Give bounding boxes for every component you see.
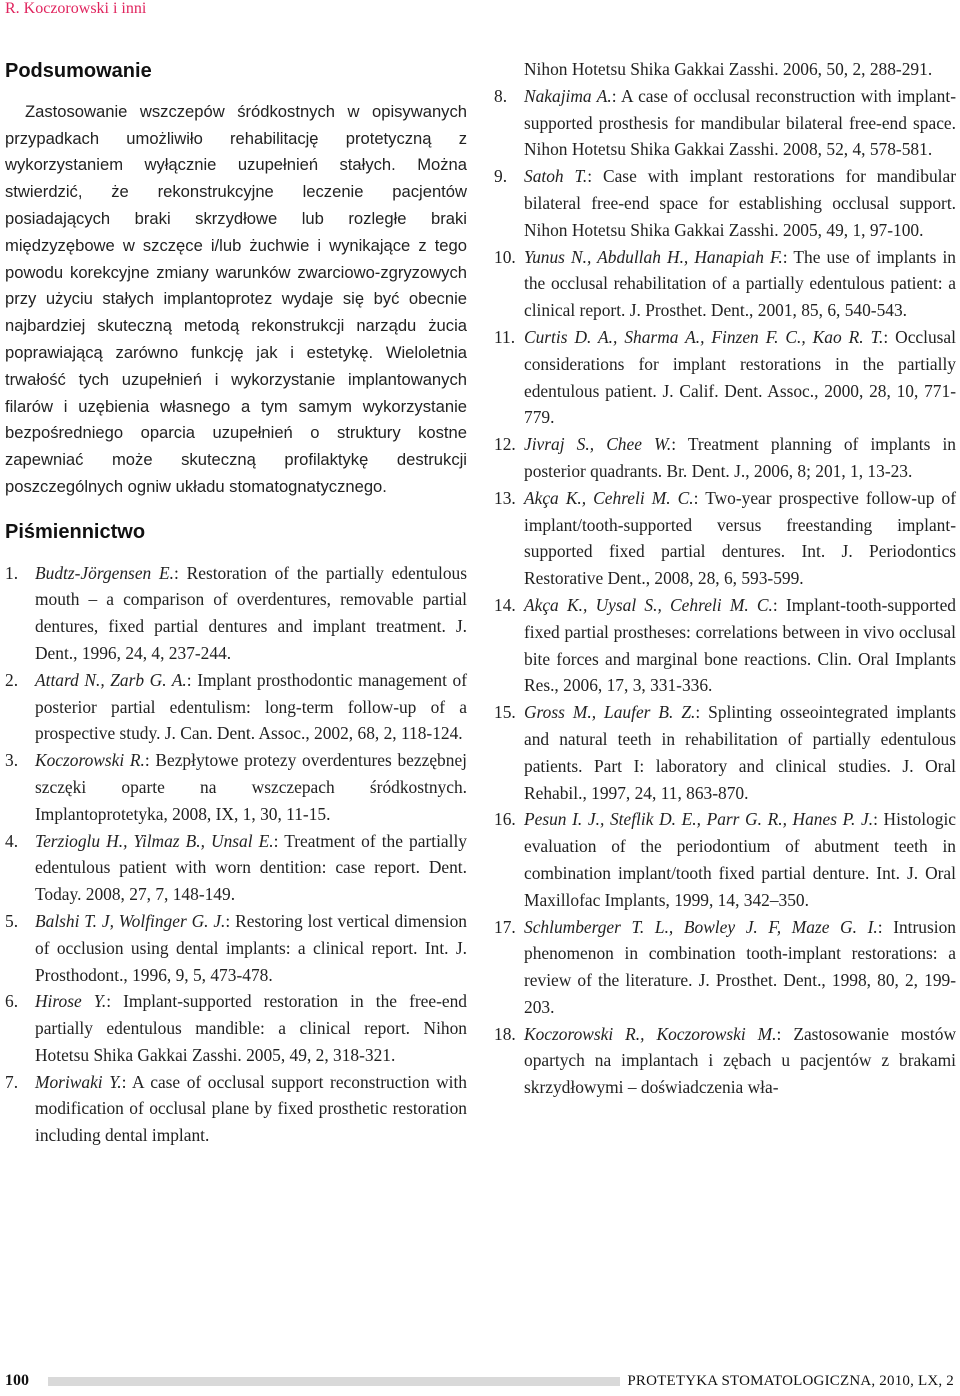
reference-item — [494, 83, 956, 163]
reference-authors: Pesun I. J., Steflik D. E., Parr G. R., Hanes P. J. — [524, 809, 874, 830]
reference-number: 14. — [494, 594, 516, 615]
references-list-left — [5, 560, 467, 1150]
summary-paragraph: Zastosowanie wszczepów śródkostnych w opisywanych przypadkach umożliwiło rehabilitację protetyczną z wykorzystaniem wyłącznie uzupełnień stałych. Można stwierdzić, że rekonstrukcyjne leczenie pacjentów posiadających braki skrzydłowe lub rozległe braki międzyzębowe w szczęce i/lub żuchwie i wynikające z tego powodu korekcyjne zmiany warunków zwarciowo-zgryzowych przy użyciu stałych implantoprotez wydaje się być obecnie najbardziej skuteczną metodą rekonstrukcji narządu żucia poprawiającą zarówno funkcję jak i estetykę. Wieloletnia trwałość tych uzupełnień i wykorzystanie implantowanych filarów i uzębienia własnego a tym samym wykorzystanie bezpośredniego oparcia uzupełnień o struktury kostne zapewniać może skuteczną profilaktykę destrukcji poszczególnych ogniw układu stomatognatycznego. — [5, 101, 467, 496]
reference-number: 16. — [494, 809, 516, 830]
reference-text: : Splinting osseointegrated implants and natural teeth in rehabilitation of partially edentulous patients. Part I: laboratory and clinical studies. J. Oral Rehabil., 1997, 24, 11, 863-870. — [524, 702, 956, 803]
reference-item — [494, 485, 956, 592]
reference-number: 15. — [494, 702, 516, 723]
reference-continuation: Nihon Hotetsu Shika Gakkai Zasshi. 2006, 50, 2, 288-291. — [524, 59, 933, 79]
page-footer — [0, 1372, 960, 1392]
references-heading: Piśmiennictwo — [5, 520, 146, 543]
reference-text: : A case of occlusal support reconstruction with modification of occlusal plane by fixed prosthetic restoration including dental implant. — [35, 1071, 467, 1146]
reference-number: 7. — [5, 1071, 19, 1092]
page-number: 100 — [5, 1372, 29, 1389]
reference-text: : Treatment of the partially edentulous patient with worn dentition: case report. Dent. Today. 2008, 27, 7, 148-149. — [35, 830, 467, 905]
reference-text: : The use of implants in the occlusal rehabilitation of a partially edentulous patient: a clinical report. J. Prosthet. Dent., 2001, 85, 6, 540-543. — [524, 246, 956, 321]
reference-number: 13. — [494, 487, 516, 508]
reference-authors: Yunus N., Abdullah H., Hanapiah F. — [524, 246, 783, 267]
reference-text: : Implant prosthodontic management of posterior partial edentulism: long-term follow-up of a prospective study. J. Can. Dent. Assoc., 2002, 68, 2, 118-124. — [35, 669, 467, 744]
reference-item — [5, 1069, 467, 1149]
reference-text: : Two-year prospective follow-up of implant/tooth-supported versus freestanding implant-supported fixed partial dentures. Int. J. Periodontics Restorative Dent., 2008, 28, 6, 593-599. — [524, 487, 956, 589]
reference-text: : Occlusal considerations for implant restorations in the partially edentulous patient. J. Calif. Dent. Assoc., 2000, 28, 10, 771-779. — [524, 326, 956, 428]
reference-item — [494, 914, 956, 1021]
reference-number: 10. — [494, 246, 516, 267]
reference-item — [494, 592, 956, 699]
reference-text: : Intrusion phenomenon in combination tooth-implant restorations: a review of the literature. J. Prosthet. Dent., 1998, 80, 2, 199-203. — [524, 916, 956, 1017]
reference-authors: Hirose Y. — [35, 991, 107, 1012]
reference-number: 4. — [5, 830, 19, 851]
reference-authors: Budtz-Jörgensen E. — [35, 562, 174, 583]
reference-text: : A case of occlusal reconstruction with implant-supported prosthesis for mandibular bilateral free-end space. Nihon Hotetsu Shika Gakkai Zasshi. 2008, 52, 4, 578-581. — [524, 85, 956, 160]
reference-text: : Restoring lost vertical dimension of occlusion using dental implants: a clinical report. Int. J. Prosthodont., 1996, 9, 5, 473-478. — [35, 910, 467, 985]
reference-authors: Koczorowski R. — [35, 750, 145, 771]
reference-number: 2. — [5, 669, 19, 690]
footer-rule — [48, 1377, 620, 1386]
reference-item — [5, 747, 467, 827]
reference-authors: Terzioglu H., Yilmaz B., Unsal E. — [35, 830, 274, 851]
reference-number: 9. — [494, 166, 508, 187]
reference-authors: Koczorowski R., Koczorowski M. — [524, 1023, 777, 1044]
reference-authors: Curtis D. A., Sharma A., Finzen F. C., Kao R. T. — [524, 326, 884, 347]
reference-text: : Case with implant restorations for mandibular bilateral free-end space for establishing occlusal support. Nihon Hotetsu Shika Gakkai Zasshi. 2005, 49, 1, 97-100. — [524, 166, 956, 240]
reference-number: 11. — [494, 326, 516, 347]
reference-authors: Moriwaki Y. — [35, 1071, 122, 1092]
reference-item — [494, 431, 956, 485]
reference-authors: Nakajima A. — [524, 85, 612, 106]
reference-authors: Jivraj S., Chee W. — [524, 434, 672, 455]
reference-item — [494, 244, 956, 324]
reference-authors: Schlumberger T. L., Bowley J. F, Maze G. I. — [524, 916, 878, 937]
references-list-right — [494, 83, 956, 1101]
reference-text: : Implant-supported restoration in the free-end partially edentulous mandible: a clinical report. Nihon Hotetsu Shika Gakkai Zasshi. 2005, 49, 2, 318-321. — [35, 991, 467, 1065]
reference-item — [5, 828, 467, 908]
reference-number: 17. — [494, 916, 516, 937]
reference-authors: Akça K., Cehreli M. C. — [524, 487, 694, 508]
reference-number: 18. — [494, 1023, 516, 1044]
reference-item — [5, 988, 467, 1068]
reference-authors: Gross M., Laufer B. Z. — [524, 702, 696, 723]
reference-number: 12. — [494, 434, 516, 455]
running-head: R. Koczorowski i inni — [5, 0, 147, 17]
reference-item — [5, 908, 467, 988]
reference-number: 6. — [5, 991, 19, 1012]
reference-text: : Treatment planning of implants in posterior quadrants. Br. Dent. J., 2006, 8; 201, 1, 13-23. — [524, 434, 957, 481]
reference-authors: Attard N., Zarb G. A. — [35, 669, 187, 690]
reference-item — [494, 699, 956, 806]
reference-number: 5. — [5, 910, 19, 931]
reference-authors: Satoh T. — [524, 166, 588, 187]
reference-text: : Histologic evaluation of the periodontium of abutment teeth in combination implant/tooth fixed partial denture. Int. J. Oral Maxillofac Implants, 1999, 14, 342–350. — [524, 809, 957, 910]
reference-text: : Implant-tooth-supported fixed partial prostheses: correlations between in vivo occlusal bite forces and marginal bone reactions. Clin. Oral Implants Res., 2006, 17, 3, 331-336. — [524, 594, 956, 696]
reference-authors: Akça K., Uysal S., Cehreli M. C. — [524, 594, 773, 615]
reference-number: 3. — [5, 750, 19, 771]
reference-item — [5, 560, 467, 667]
reference-item — [494, 806, 956, 913]
reference-text: : Bezpłytowe protezy overdentures bezzębnej szczęki oparte na wszczepach śródkostnych. Implantoprotetyka, 2008, IX, 1, 30, 11-15. — [35, 750, 467, 824]
reference-number: 1. — [5, 562, 19, 583]
reference-text: : Restoration of the partially edentulous mouth – a comparison of overdentures, removable partial dentures, fixed partial dentures and implant treatment. J. Dent., 1996, 24, 4, 237-244. — [35, 562, 467, 663]
reference-item — [494, 163, 956, 243]
reference-authors: Balshi T. J, Wolfinger G. J. — [35, 910, 226, 931]
journal-name: PROTETYKA STOMATOLOGICZNA, 2010, LX, 2 — [627, 1373, 954, 1389]
right-column — [494, 56, 956, 1101]
summary-heading: Podsumowanie — [5, 60, 152, 82]
reference-number: 8. — [494, 85, 508, 106]
reference-text: : Zastosowanie mostów opartych na implantach i zębach u pacjentów z brakami skrzydłowymi – doświadczenia wła- — [524, 1023, 956, 1098]
left-column — [5, 48, 467, 1149]
reference-item — [494, 324, 956, 431]
reference-item — [494, 1021, 956, 1101]
reference-item — [5, 667, 467, 747]
